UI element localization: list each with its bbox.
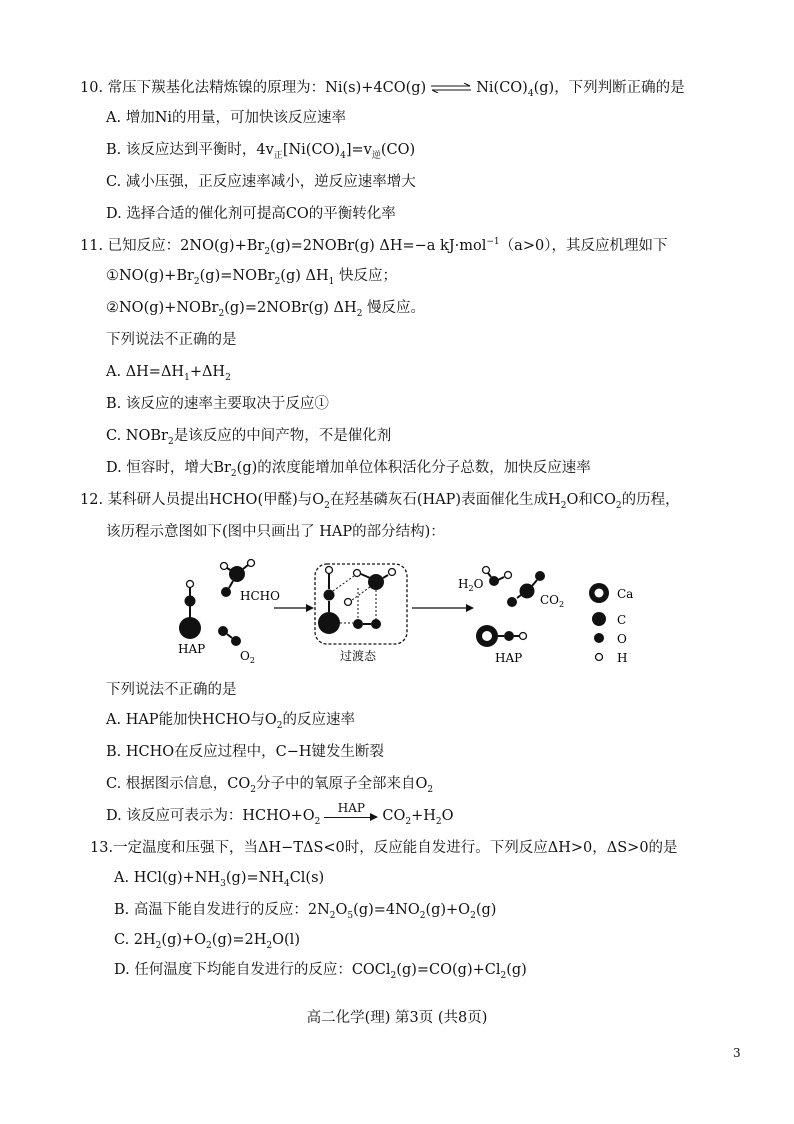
legend-h: H xyxy=(617,651,628,665)
q12-option-d: D. 该反应可表示为：$HCHO+O_2$ HAP $CO_2+H_2O$ xyxy=(106,801,454,827)
q12-option-b: B. HCHO在反应过程中，C−H键发生断裂 xyxy=(106,744,385,760)
hcho-label: HCHO xyxy=(240,589,280,603)
q11-step-1: $①NO(g)+Br_2(g)=NOBr_2(g)$ $\Delta H_1$ 快反应； xyxy=(106,268,397,287)
q10-option-a: A. 增加Ni的用量，可加快该反应速率 xyxy=(106,110,347,126)
q12-option-c: C. 根据图示信息，$CO_2$分子中的氧原子全部来自$O_2$ xyxy=(106,776,434,795)
q10-option-d: D. 选择合适的催化剂可提高CO的平衡转化率 xyxy=(106,206,396,222)
q10-option-b: B. 该反应达到平衡时，$4v_正[Ni(CO)_4]=v_逆(CO)$ xyxy=(106,142,416,161)
q13-option-d: D. 任何温度下均能自发进行的反应：$COCl_2(g)=CO(g)+Cl_2(g)$ xyxy=(114,962,527,981)
q10-option-c: C. 减小压强，正反应速率减小，逆反应速率增大 xyxy=(106,174,416,190)
q13-stem: 13.一定温度和压强下，当ΔH−TΔS<0时，反应能自发进行。下列反应ΔH>0，ΔS>0的是 xyxy=(90,840,678,856)
page-number: 3 xyxy=(733,1046,741,1060)
o2-label-left: $O_2$ xyxy=(240,649,255,665)
equilibrium-arrow-icon xyxy=(430,83,472,93)
page-footer: 高二化学(理) 第3页 (共8页) xyxy=(306,1010,488,1026)
q11-option-a: A. $\Delta H=\Delta H_1+\Delta H_2$ xyxy=(106,364,231,383)
q11-prompt: 下列说法不正确的是 xyxy=(106,332,237,348)
co2-label: $CO_2$ xyxy=(540,593,565,609)
q12-option-a: A. HAP能加快HCHO与$O_2$的反应速率 xyxy=(106,712,355,731)
q11-stem: 11. 已知反应：$2NO(g)+Br_2(g)=2NOBr(g)$ ΔH=−a kJ·mol$^{-1}$（a>0），其反应机理如下 xyxy=(80,237,668,257)
q11-option-c: C. NOBr$_2$是该反应的中间产物，不是催化剂 xyxy=(106,428,392,447)
arrow-right-icon xyxy=(274,604,314,612)
q13-option-b: B. 高温下能自发进行的反应：$2N_2O_5(g)=4NO_2(g)+O_2(g)$ xyxy=(114,902,497,921)
arrow-right-icon xyxy=(412,604,474,612)
q10-stem: 10. 常压下羰基化法精炼镍的原理为：Ni(s)+4CO(g) $Ni(CO)_4(g)$，下列判断正确的是 xyxy=(80,80,685,99)
hap-label-right: HAP xyxy=(495,651,523,665)
catalyst-arrow-icon: HAP xyxy=(322,808,380,824)
legend-o: O xyxy=(617,632,627,646)
transition-state-structure xyxy=(318,567,396,635)
legend-c: C xyxy=(617,613,627,627)
q13-option-a: A. $HCl(g)+NH_3(g)=NH_4Cl(s)$ xyxy=(114,870,325,889)
q11-option-b: B. 该反应的速率主要取决于反应① xyxy=(106,396,329,412)
transition-state-label: 过渡态 xyxy=(340,649,377,663)
hap-surface-right xyxy=(476,625,527,647)
atom-legend xyxy=(589,583,633,665)
hap-label-left: HAP xyxy=(178,642,206,656)
reaction-pathway-diagram xyxy=(168,556,648,674)
q11-option-d: D. 恒容时，增大$Br_2(g)$的浓度能增加单位体积活化分子总数，加快反应速率 xyxy=(106,460,591,479)
hap-surface-left xyxy=(179,581,201,640)
q12-stem: 12. 某科研人员提出HCHO(甲醛)与$O_2$在羟基磷灰石(HAP)表面催化生成$H_2O$和$CO_2$的历程， xyxy=(80,492,680,511)
q13-option-c: C. $2H_2(g)+O_2(g)=2H_2O(l)$ xyxy=(114,932,300,951)
q12-prompt: 下列说法不正确的是 xyxy=(106,682,237,698)
h2o-label: $H_2O$ xyxy=(458,577,484,593)
h2o-molecule xyxy=(483,567,512,587)
q11-step-2: ②NO(g)+NOBr$_2$(g)=2NOBr(g) $\Delta H_2$ 慢反应。 xyxy=(106,300,426,319)
legend-ca: Ca xyxy=(617,587,634,601)
o2-molecule xyxy=(218,626,241,646)
q12-stem-line2: 该历程示意图如下(图中只画出了 HAP的部分结构)： xyxy=(106,524,445,540)
